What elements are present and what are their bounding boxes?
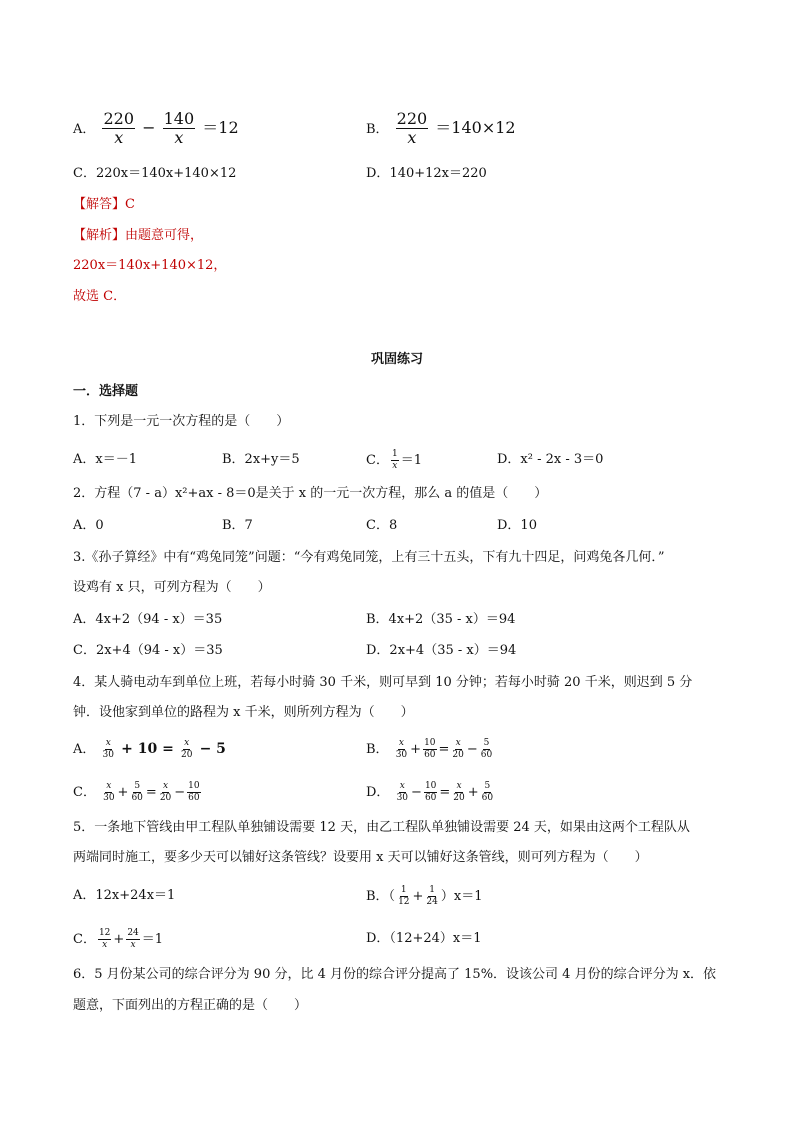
question-6-stem-line2: 题意，下面列出的方程正确的是（ ） [73, 998, 308, 1013]
question-1-stem: 1．下列是一元一次方程的是（ ） [73, 414, 290, 429]
option-c-top: C．220x＝140x+140×12 [73, 166, 237, 181]
q5-option-a: A．12x+24x＝1 [73, 888, 176, 903]
q3-option-d: D．2x+4（35 - x）＝94 [366, 643, 517, 658]
question-3-stem-line2: 设鸡有 x 只，可列方程为（ ） [73, 580, 271, 595]
q3-option-b: B．4x+2（35 - x）＝94 [366, 612, 516, 627]
analysis-line: 【解析】由题意可得， [73, 228, 204, 243]
q1-option-c: C． $\frac{1}{x}$ ＝1 [366, 449, 422, 471]
q5-option-d: D．（12+24）x＝1 [366, 931, 482, 946]
q2-option-c: C．8 [366, 518, 398, 533]
question-4-stem-line2: 钟．设他家到单位的路程为 x 千米，则所列方程为（ ） [73, 705, 414, 720]
part-heading: 一．选择题 [73, 384, 139, 399]
q4-option-c: C． $\frac{x}{30}$ + $\frac{5}{60}$ = $\frac{x}{20}$ − $\frac{10}{60}$ [73, 781, 200, 803]
option-d-top: D．140+12x＝220 [366, 166, 487, 181]
q4-option-a: A． $\frac{x}{30}$ + 10 = $\frac{x}{20}$ − 5 [73, 738, 226, 760]
answer-line: 【解答】C [73, 197, 135, 212]
question-3-stem-line1: 3.《孙子算经》中有“鸡兔同笼”问题：“今有鸡兔同笼，上有三十五头，下有九十四足，问鸡兔各几何．” [73, 550, 665, 565]
q5-option-c: C． $\frac{12}{x}$ + $\frac{24}{x}$ ＝1 [73, 928, 164, 950]
q1-option-b: B．2x+y＝5 [222, 452, 300, 467]
question-6-stem-line1: 6．5 月份某公司的综合评分为 90 分，比 4 月份的综合评分提高了 15%．设该公司 4 月份的综合评分为 x．依 [73, 967, 717, 982]
q1-option-a: A．x＝－1 [73, 452, 137, 467]
analysis-equation: 220x＝140x+140×12， [73, 258, 227, 273]
option-b-top: B． $\frac{220}{x}$ ＝140×12 [366, 109, 516, 147]
section-title: 巩固练习 [370, 352, 423, 367]
q4-option-b: B． $\frac{x}{30}$ + $\frac{10}{60}$ = $\frac{x}{20}$ − $\frac{5}{60}$ [366, 738, 493, 760]
question-5-stem-line1: 5．一条地下管线由甲工程队单独铺设需要 12 天，由乙工程队单独铺设需要 24 天，如果由这两个工程队从 [73, 820, 690, 835]
question-2-stem: 2．方程（7 - a）x²+ax - 8＝0是关于 x 的一元一次方程，那么 a 的值是（ ） [73, 486, 548, 501]
option-a-top: A． $\frac{220}{x}$ − $\frac{140}{x}$ ＝12 [73, 109, 239, 147]
q4-option-d: D． $\frac{x}{30}$ − $\frac{10}{60}$ = $\frac{x}{20}$ + $\frac{5}{60}$ [366, 781, 494, 803]
q2-option-b: B．7 [222, 518, 253, 533]
fraction: $\frac{220}{x}$ [103, 109, 135, 147]
q3-option-c: C．2x+4（94 - x）＝35 [73, 643, 223, 658]
q2-option-d: D．10 [497, 518, 537, 533]
q3-option-a: A．4x+2（94 - x）＝35 [73, 612, 223, 627]
fraction: $\frac{140}{x}$ [163, 109, 195, 147]
q1-option-d: D．x² - 2x - 3＝0 [497, 452, 604, 467]
fraction: $\frac{220}{x}$ [396, 109, 428, 147]
q2-option-a: A．0 [73, 518, 104, 533]
question-4-stem-line1: 4．某人骑电动车到单位上班，若每小时骑 30 千米，则可早到 10 分钟；若每小时骑 20 千米，则迟到 5 分 [73, 675, 693, 690]
conclusion-line: 故选 C． [73, 289, 127, 304]
q5-option-b: B．（ $\frac{1}{12}$ + $\frac{1}{24}$ ）x＝1 [366, 885, 483, 907]
question-5-stem-line2: 两端同时施工，要多少天可以铺好这条管线？设要用 x 天可以铺好这条管线，则可列方程为（ ） [73, 850, 648, 865]
